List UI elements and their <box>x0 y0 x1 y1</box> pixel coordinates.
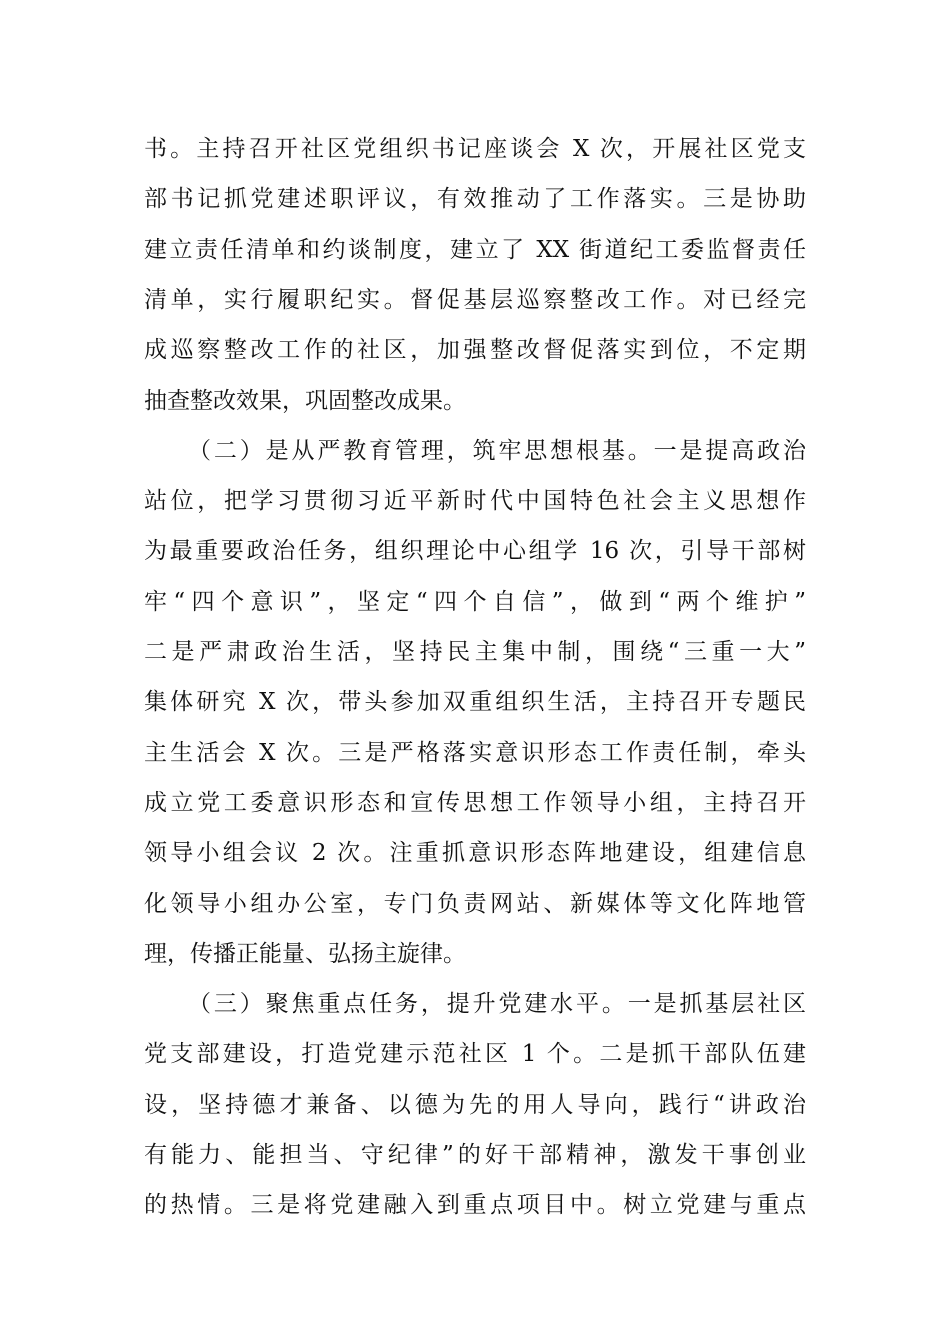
text-line: 二是严肃政治生活，坚持民主集中制，围绕“三重一大” <box>144 639 806 665</box>
text-line: 牢“四个意识”，坚定“四个自信”，做到“两个维护” <box>144 589 806 615</box>
text-line: 成巡察整改工作的社区，加强整改督促落实到位，不定期 <box>144 337 806 363</box>
text-line: 设，坚持德才兼备、以德为先的用人导向，践行“讲政治 <box>144 1092 806 1118</box>
text-line: （二）是从严教育管理，筑牢思想根基。一是提高政治 <box>188 438 806 464</box>
text-line: 集体研究 X 次，带头参加双重组织生活，主持召开专题民 <box>144 689 806 715</box>
text-line: 书。主持召开社区党组织书记座谈会 X 次，开展社区党支 <box>144 136 806 162</box>
text-line: 成立党工委意识形态和宣传思想工作领导小组，主持召开 <box>144 790 806 816</box>
text-line: 化领导小组办公室，专门负责网站、新媒体等文化阵地管 <box>144 891 806 917</box>
text-line: 部书记抓党建述职评议，有效推动了工作落实。三是协助 <box>144 186 806 212</box>
text-line: 主生活会 X 次。三是严格落实意识形态工作责任制，牵头 <box>144 740 806 766</box>
text-line: 站位，把学习贯彻习近平新时代中国特色社会主义思想作 <box>144 488 806 514</box>
text-line: 的热情。三是将党建融入到重点项目中。树立党建与重点 <box>144 1192 806 1218</box>
text-line: 党支部建设，打造党建示范社区 1 个。二是抓干部队伍建 <box>144 1041 806 1067</box>
text-line: 抽查整改效果，巩固整改成果。 <box>144 388 466 414</box>
text-line: 为最重要政治任务，组织理论中心组学 16 次，引导干部树 <box>144 538 806 564</box>
text-line: 清单，实行履职纪实。督促基层巡察整改工作。对已经完 <box>144 287 806 313</box>
text-line: 领导小组会议 2 次。注重抓意识形态阵地建设，组建信息 <box>144 840 806 866</box>
text-line: 有能力、能担当、守纪律”的好干部精神，激发干事创业 <box>144 1142 806 1168</box>
text-line: 理，传播正能量、弘扬主旋律。 <box>144 941 466 967</box>
text-line: 建立责任清单和约谈制度，建立了 XX 街道纪工委监督责任 <box>144 237 806 263</box>
text-line: （三）聚焦重点任务，提升党建水平。一是抓基层社区 <box>188 991 806 1017</box>
